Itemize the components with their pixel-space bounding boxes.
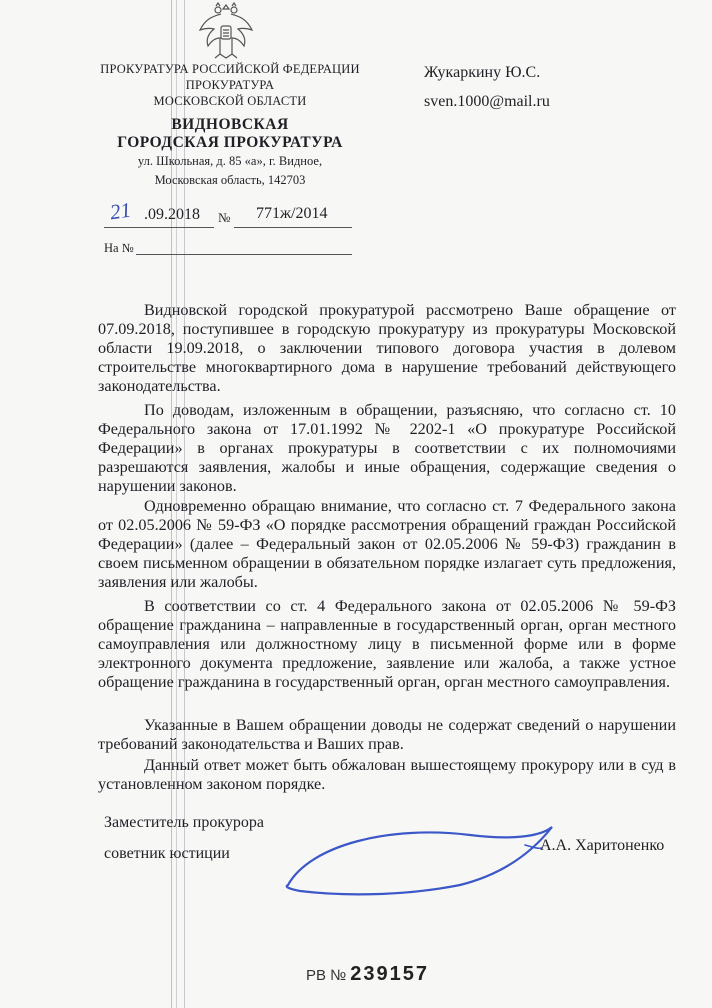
typed-date: .09.2018 xyxy=(144,206,200,223)
org-name-line: ПРОКУРАТУРА РОССИЙСКОЙ ФЕДЕРАЦИИ xyxy=(100,62,360,76)
reply-label: На № xyxy=(104,241,134,255)
office-name-line: ГОРОДСКАЯ ПРОКУРАТУРА xyxy=(117,134,343,151)
signer-rank: советник юстиции xyxy=(104,845,230,862)
recipient-name: Жукаркину Ю.С. xyxy=(424,64,541,81)
org-name-line: ПРОКУРАТУРА xyxy=(185,78,275,92)
outgoing-number: 771ж/2014 xyxy=(256,205,328,222)
body-paragraph: В соответствии со ст. 4 Федерального закона от 02.05.2006 № 59-ФЗ обращение гражданина – направленные в государственный орган, орган местного самоуправления или должностному лицу в письменной форме или в форме электронного документа предложение, заявление или жалоба, а также устное обращение гражданина в государственный орган, орган местного самоуправления. xyxy=(98,597,676,691)
body-paragraph: По доводам, изложенным в обращении, разъясняю, что согласно ст. 10 Федерального закона от 17.01.1992 № 2202-1 «О прокуратуре Российской Федерации» в органах прокуратуры в соответствии с их полномочиями разрешаются заявления, жалобы и иные обращения, содержащие сведения о нарушении законов. xyxy=(98,401,676,495)
signer-name: А.А. Харитоненко xyxy=(540,837,665,854)
handwritten-date: 21 xyxy=(108,197,133,225)
body-paragraph: Одновременно обращаю внимание, что согласно ст. 7 Федерального закона от 02.05.2006 № 59-ФЗ «О порядке рассмотрения обращений граждан Российской Федерации» (далее – Федеральный закон от 02.05.2006 № 59-ФЗ) гражданин в своем письменном обращении в обязательном порядке излагает суть предложения, заявления или жалобы. xyxy=(98,497,676,591)
handwritten-signature xyxy=(270,815,570,900)
address-line: Московская область, 142703 xyxy=(154,173,306,187)
serial-stamp xyxy=(306,963,429,986)
recipient-email: sven.1000@mail.ru xyxy=(424,93,550,110)
body-paragraph: Видновской городской прокуратурой рассмотрено Ваше обращение от 07.09.2018, поступившее в городскую прокуратуру из прокуратуры Московской области 19.09.2018, о заключении типового договора участия в долевом строительстве многоквартирного дома в нарушение требований действующего законодательства. xyxy=(98,301,676,395)
number-label: № xyxy=(218,210,231,225)
org-name-line: МОСКОВСКОЙ ОБЛАСТИ xyxy=(153,94,307,108)
signer-position: Заместитель прокурора xyxy=(104,814,264,831)
reply-field-line xyxy=(136,238,352,255)
body-paragraph: Данный ответ может быть обжалован вышестоящему прокурору или в суд в установленном законом порядке. xyxy=(98,756,676,793)
address-line: ул. Школьная, д. 85 «а», г. Видное, xyxy=(137,154,323,168)
office-name-line: ВИДНОВСКАЯ xyxy=(171,116,289,133)
stamp-number: 239157 xyxy=(350,963,430,985)
body-paragraph: Указанные в Вашем обращении доводы не содержат сведений о нарушении требований законодательства и Ваших прав. xyxy=(98,716,676,753)
stamp-label: РВ № xyxy=(306,967,347,984)
double-headed-eagle-icon xyxy=(196,2,256,60)
